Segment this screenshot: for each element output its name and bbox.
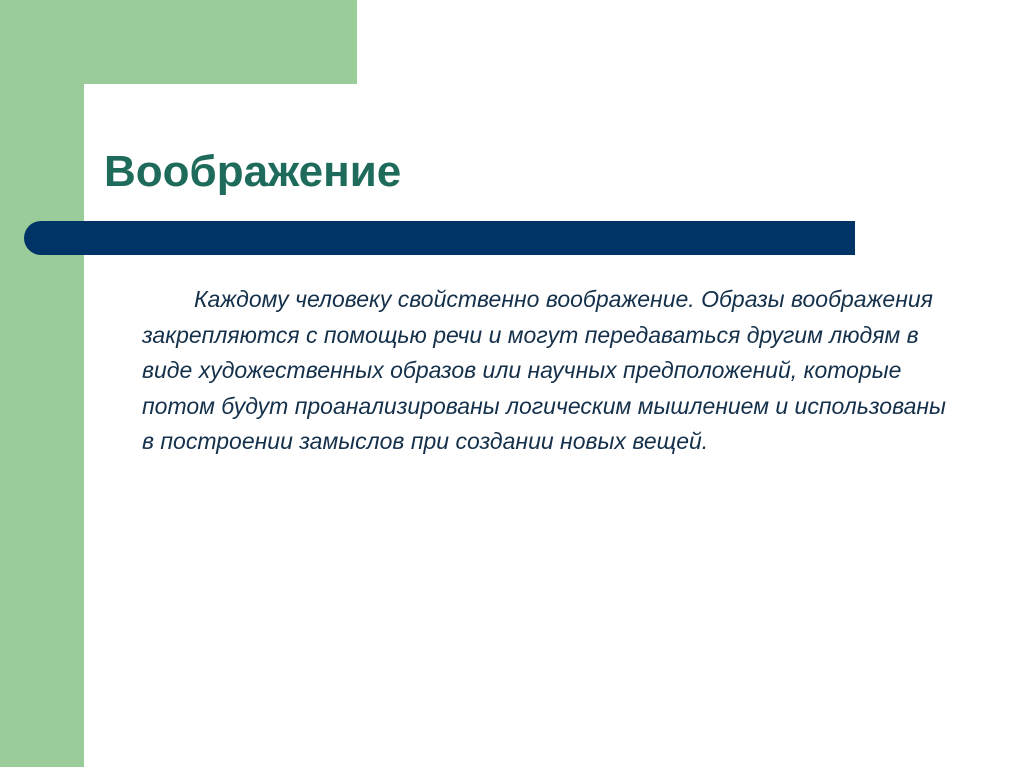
slide-title: Воображение bbox=[104, 147, 402, 196]
top-accent-bar bbox=[0, 0, 357, 84]
title-underline-bar bbox=[24, 221, 855, 255]
slide-body-text: Каждому человеку свойственно воображение. Образы воображения закрепляются с помощью речи и могут передаваться другим людям в виде художественных образов или научных предположений, которые потом будут проанализированы логическим мышлением и использованы в построении замыслов при создании новых вещей. bbox=[142, 286, 946, 454]
left-accent-bar bbox=[0, 0, 84, 767]
